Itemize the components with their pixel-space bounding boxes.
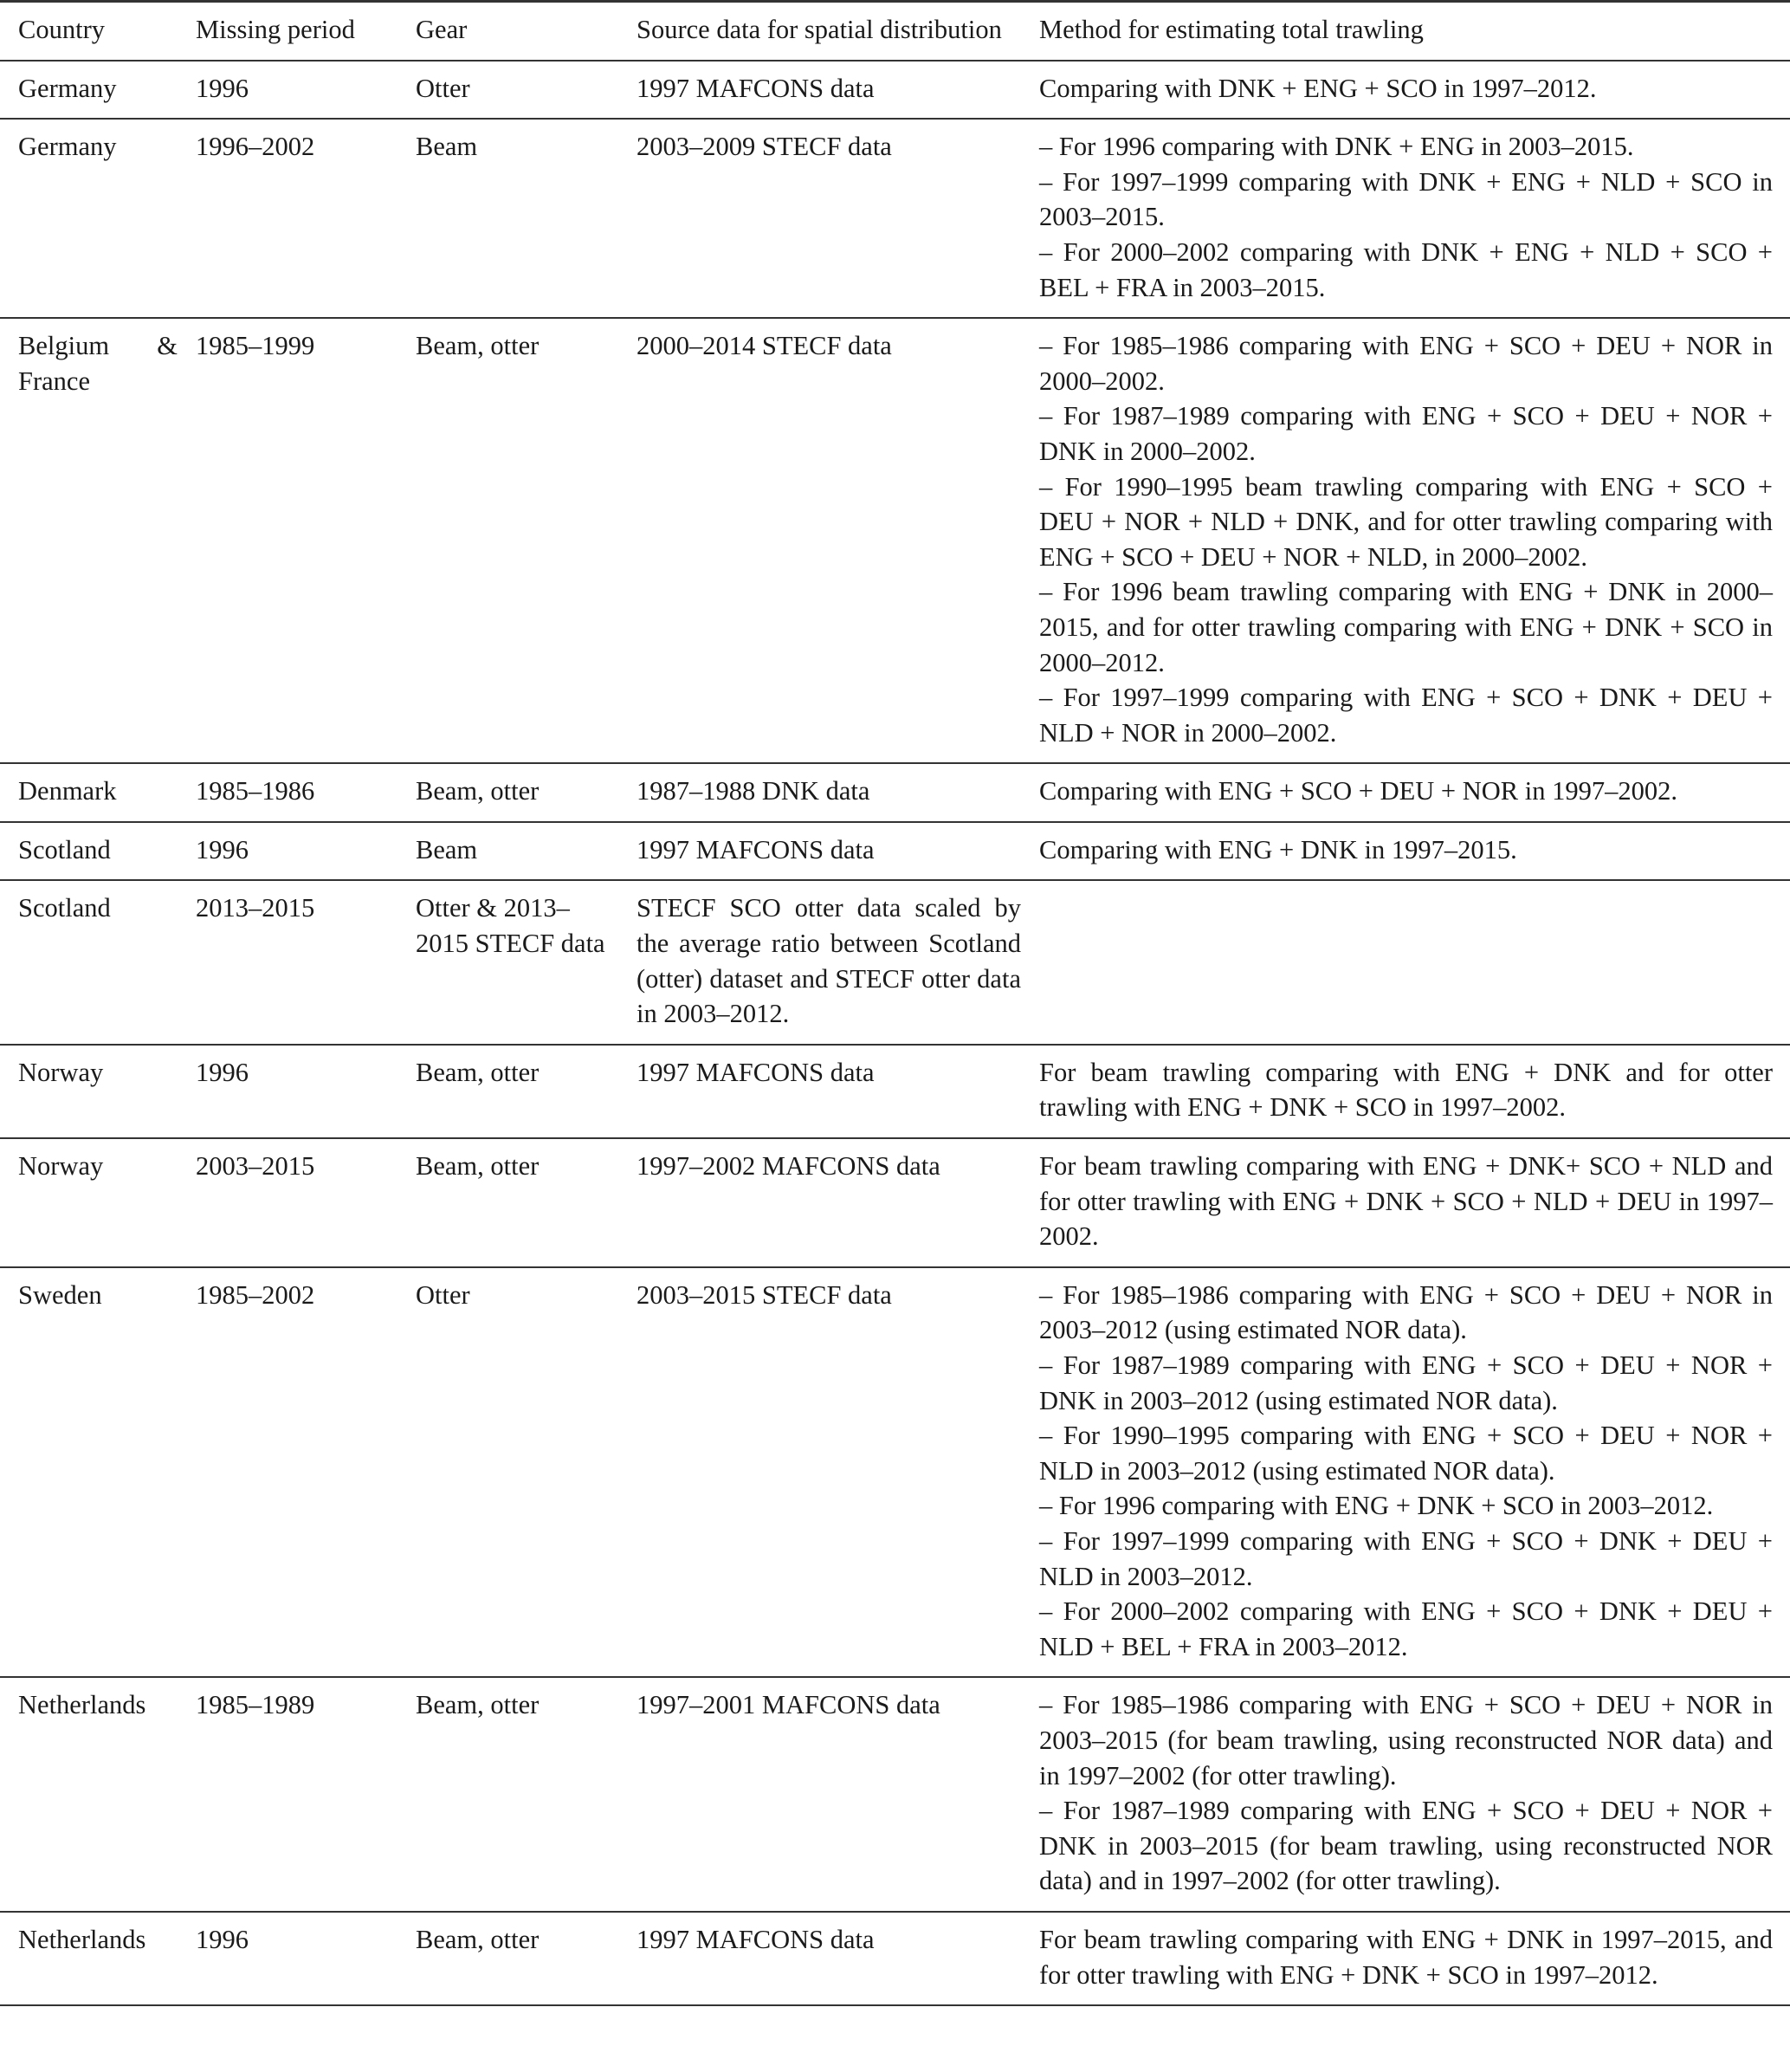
method-line: – For 1985–1986 comparing with ENG + SCO + DEU + NOR in 2003–2015 (for beam trawling, using reconstructed NOR data) and in 1997–2002 (for otter trawling). [1039, 1690, 1773, 1790]
cell-missing-period: 1985–1986 [196, 776, 315, 806]
cell-missing-period: 1985–1999 [196, 331, 315, 361]
cell-source-data: 1997 MAFCONS data [637, 834, 875, 864]
cell-gear: Beam, otter [416, 331, 540, 361]
cell-country: Norway [18, 1057, 104, 1087]
method-line: – For 1996 comparing with DNK + ENG in 2003–2015. [1039, 132, 1634, 162]
cell-country: Scotland [18, 893, 111, 923]
header-row [0, 2, 1790, 61]
cell-source-data: 1997 MAFCONS data [637, 1924, 875, 1954]
cell-gear: Beam, otter [416, 776, 540, 806]
header-gear: Gear [416, 15, 468, 44]
cell-country: Germany [18, 132, 117, 162]
cell-source-data: 2000–2014 STECF data [637, 331, 892, 361]
cell-method [1021, 61, 1790, 120]
cell-source-data: STECF SCO otter data scaled by the average ratio between Scotland (otter) dataset and STECF otter data in 2003–2012. [637, 893, 1021, 1029]
cell-gear: Otter [416, 1279, 470, 1310]
cell-gear: Otter [416, 73, 470, 103]
method-line: – For 1985–1986 comparing with ENG + SCO + DEU + NOR in 2000–2002. [1039, 331, 1773, 396]
method-line: – For 2000–2002 comparing with DNK + ENG + NLD + SCO + BEL + FRA in 2003–2015. [1039, 236, 1773, 302]
method-line: – For 1987–1989 comparing with ENG + SCO + DEU + NOR + DNK in 2003–2015 (for beam trawling, using reconstructed NOR data) and in 1997–2002 (for otter trawling). [1039, 1796, 1773, 1896]
cell-missing-period: 2013–2015 [196, 893, 315, 923]
cell-gear: Beam [416, 132, 478, 162]
table-row [0, 1677, 1790, 1912]
cell-method [1021, 1267, 1790, 1678]
cell-source-data: 1997 MAFCONS data [637, 1057, 875, 1087]
method-line: – For 1990–1995 beam trawling comparing with ENG + SCO + DEU + NOR + NLD + DNK, and for otter trawling comparing with ENG + SCO + DEU + NOR + NLD, in 2000–2002. [1039, 471, 1773, 572]
cell-source-data: 2003–2015 STECF data [637, 1279, 892, 1310]
cell-method [1021, 880, 1790, 1044]
method-line: – For 1987–1989 comparing with ENG + SCO + DEU + NOR + DNK in 2003–2012 (using estimated NOR data). [1039, 1350, 1773, 1415]
table-row [0, 1045, 1790, 1138]
table-row [0, 1267, 1790, 1678]
cell-source-data: 1997 MAFCONS data [637, 73, 875, 103]
method-line: – For 1985–1986 comparing with ENG + SCO + DEU + NOR in 2003–2012 (using estimated NOR data). [1039, 1279, 1773, 1345]
cell-country: Germany [18, 73, 117, 103]
cell-country: Scotland [18, 834, 111, 864]
table-row [0, 318, 1790, 763]
cell-method [1021, 1677, 1790, 1912]
method-line: For beam trawling comparing with ENG + DNK+ SCO + NLD and for otter trawling with ENG + DNK + SCO + NLD + DEU in 1997–2002. [1039, 1151, 1773, 1252]
cell-source-data: 2003–2009 STECF data [637, 132, 892, 162]
cell-country: Netherlands [18, 1924, 146, 1954]
table-row [0, 1912, 1790, 2005]
header-method: Method for estimating total trawling [1039, 15, 1424, 44]
method-line: Comparing with ENG + SCO + DEU + NOR in 1997–2002. [1039, 776, 1678, 806]
cell-gear: Beam [416, 834, 478, 864]
cell-missing-period: 1985–1989 [196, 1690, 315, 1720]
cell-missing-period: 1985–2002 [196, 1279, 315, 1310]
method-line: – For 1990–1995 comparing with ENG + SCO + DEU + NOR + NLD in 2003–2012 (using estimated NOR data). [1039, 1421, 1773, 1486]
method-line: – For 1997–1999 comparing with DNK + ENG + NLD + SCO in 2003–2015. [1039, 166, 1773, 232]
method-line: – For 1996 comparing with ENG + DNK + SCO in 2003–2012. [1039, 1491, 1714, 1521]
cell-source-data: 1997–2002 MAFCONS data [637, 1151, 940, 1182]
method-line: Comparing with ENG + DNK in 1997–2015. [1039, 834, 1517, 864]
method-line: For beam trawling comparing with ENG + DNK in 1997–2015, and for otter trawling with ENG + DNK + SCO in 1997–2012. [1039, 1924, 1773, 1990]
cell-gear: Beam, otter [416, 1057, 540, 1087]
cell-source-data: 1987–1988 DNK data [637, 776, 870, 806]
table-row [0, 119, 1790, 318]
cell-source-data: 1997–2001 MAFCONS data [637, 1690, 940, 1720]
cell-country: Denmark [18, 776, 117, 806]
header-country: Country [18, 15, 105, 44]
cell-missing-period: 1996–2002 [196, 132, 315, 162]
header-missing-period: Missing period [196, 15, 355, 44]
cell-gear: Beam, otter [416, 1690, 540, 1720]
table-row [0, 880, 1790, 1044]
table-row [0, 822, 1790, 881]
cell-gear: Beam, otter [416, 1151, 540, 1182]
cell-country: Norway [18, 1151, 104, 1182]
cell-gear: Otter & 2013–2015 STECF data [416, 893, 605, 959]
method-line: For beam trawling comparing with ENG + DNK and for otter trawling with ENG + DNK + SCO in 1997–2002. [1039, 1057, 1773, 1123]
method-line: Comparing with DNK + ENG + SCO in 1997–2012. [1039, 73, 1597, 103]
cell-method [1021, 1912, 1790, 2005]
cell-missing-period: 1996 [196, 1057, 249, 1087]
method-line: – For 1997–1999 comparing with ENG + SCO + DNK + DEU + NLD + NOR in 2000–2002. [1039, 683, 1773, 748]
cell-gear: Beam, otter [416, 1924, 540, 1954]
cell-country: Sweden [18, 1279, 102, 1310]
cell-missing-period: 1996 [196, 834, 249, 864]
cell-method [1021, 763, 1790, 822]
table-row [0, 763, 1790, 822]
method-line: – For 1996 beam trawling comparing with ENG + DNK in 2000–2015, and for otter trawling comparing with ENG + DNK + SCO in 2000–2012. [1039, 577, 1773, 677]
cell-method [1021, 119, 1790, 318]
cell-missing-period: 1996 [196, 73, 249, 103]
table-row [0, 61, 1790, 120]
cell-method [1021, 1138, 1790, 1267]
cell-country: Netherlands [18, 1690, 146, 1720]
header-source-data: Source data for spatial distribution [637, 15, 1002, 44]
table-row [0, 1138, 1790, 1267]
method-line: – For 1987–1989 comparing with ENG + SCO + DEU + NOR + DNK in 2000–2002. [1039, 401, 1773, 466]
method-line: – For 2000–2002 comparing with ENG + SCO + DNK + DEU + NLD + BEL + FRA in 2003–2012. [1039, 1596, 1773, 1661]
cell-country: Belgium & France [18, 331, 178, 396]
cell-missing-period: 2003–2015 [196, 1151, 315, 1182]
cell-method [1021, 318, 1790, 763]
method-line: – For 1997–1999 comparing with ENG + SCO + DNK + DEU + NLD in 2003–2012. [1039, 1525, 1773, 1591]
cell-missing-period: 1996 [196, 1924, 249, 1954]
cell-method [1021, 822, 1790, 881]
cell-method [1021, 1045, 1790, 1138]
